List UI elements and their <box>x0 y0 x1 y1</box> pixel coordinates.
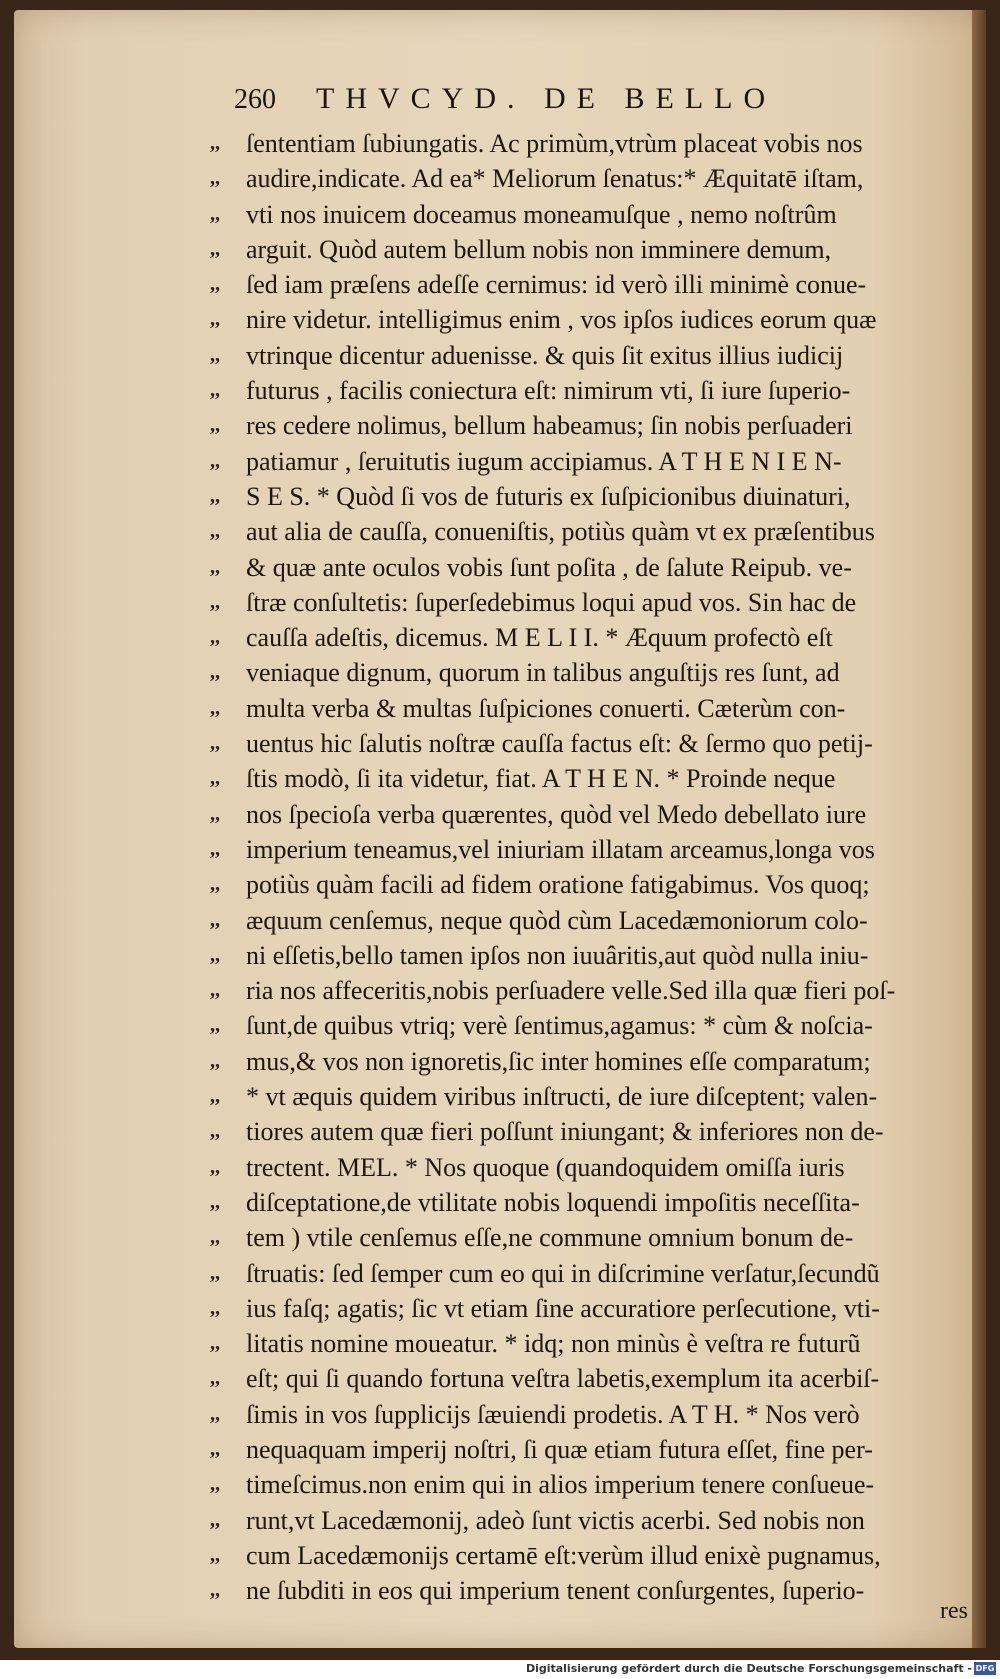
quote-mark: ,, <box>210 837 220 860</box>
quote-mark: ,, <box>210 1296 220 1319</box>
text-line <box>210 973 990 1008</box>
text-line <box>210 1503 990 1538</box>
quote-mark: ,, <box>210 1367 220 1390</box>
text-line <box>210 197 990 232</box>
line-text: patiamur , ſeruitutis iugum accipiamus. A T H E N I E N- <box>246 446 842 476</box>
quote-mark: ,, <box>210 1261 220 1284</box>
line-text: litatis nomine moueatur. * idq; non minùs è veſtra re futurũ <box>246 1329 861 1359</box>
text-line <box>210 408 990 443</box>
quote-mark: ,, <box>210 1332 220 1355</box>
text-line <box>210 302 990 337</box>
line-text: eſt; qui ſi quando fortuna veſtra labetis,exemplum ita acerbiſ- <box>246 1364 880 1394</box>
quote-mark: ,, <box>210 167 220 190</box>
text-line <box>210 1467 990 1502</box>
text-line <box>210 1185 990 1220</box>
quote-mark: ,, <box>210 1473 220 1496</box>
line-text: arguit. Quòd autem bellum nobis non imminere demum, <box>246 234 832 264</box>
line-text: * vt æquis quidem viribus inſtructi, de iure diſceptent; valen- <box>246 1082 878 1112</box>
text-line <box>210 1361 990 1396</box>
text-line <box>210 726 990 761</box>
text-line <box>210 338 990 373</box>
quote-mark: ,, <box>210 343 220 366</box>
text-line <box>210 1432 990 1467</box>
text-line <box>210 1079 990 1114</box>
quote-mark: ,, <box>210 1437 220 1460</box>
line-text: S E S. * Quòd ſi vos de futuris ex ſuſpicionibus diuinaturi, <box>246 481 851 511</box>
line-text: tiores autem quæ fieri poſſunt iniungant; & inferiores non de- <box>246 1117 884 1147</box>
line-text: vti nos inuicem doceamus moneamuſque , nemo noſtrûm <box>246 199 837 229</box>
quote-mark: ,, <box>210 414 220 437</box>
line-text: ria nos affeceritis,nobis perſuadere velle.Sed illa quæ fieri poſ- <box>246 976 896 1006</box>
text-line <box>210 444 990 479</box>
funding-credit: Digitalisierung gefördert durch die Deutsche Forschungsgemeinschaft - <box>525 1662 972 1675</box>
line-text: res cedere nolimus, bellum habeamus; ſin nobis perſuaderi <box>246 411 853 441</box>
line-text: diſceptatione,de vtilitate nobis loquendi impoſitis neceſſita- <box>246 1187 860 1217</box>
quote-mark: ,, <box>210 1226 220 1249</box>
text-body <box>210 126 990 1608</box>
quote-mark: ,, <box>210 273 220 296</box>
line-text: trectent. MEL. * Nos quoque (quandoquidem omiſſa iuris <box>246 1152 845 1182</box>
line-text: nos ſpecioſa verba quærentes, quòd vel Medo debellato iure <box>246 799 867 829</box>
page-header <box>234 82 874 122</box>
text-line <box>210 550 990 585</box>
line-text: multa verba & multas ſuſpiciones conuerti. Cæterùm con- <box>246 693 846 723</box>
quote-mark: ,, <box>210 979 220 1002</box>
text-line <box>210 867 990 902</box>
quote-mark: ,, <box>210 696 220 719</box>
quote-mark: ,, <box>210 1120 220 1143</box>
quote-mark: ,, <box>210 484 220 507</box>
quote-mark: ,, <box>210 132 220 154</box>
line-text: uentus hic ſalutis noſtræ cauſſa factus eſt: & ſermo quo petij- <box>246 729 873 759</box>
line-text: nire videtur. intelligimus enim , vos ipſos iudices eorum quæ <box>246 305 877 335</box>
line-text: æquum cenſemus, neque quòd cùm Lacedæmoniorum colo- <box>246 905 868 935</box>
line-text: mus,& vos non ignoretis,ſic inter homines eſſe comparatum; <box>246 1046 871 1076</box>
quote-mark: ,, <box>210 1508 220 1531</box>
quote-mark: ,, <box>210 908 220 931</box>
quote-mark: ,, <box>210 308 220 331</box>
line-text: ni eſſetis,bello tamen ipſos non iuuâritis,aut quòd nulla iniu- <box>246 940 869 970</box>
text-line <box>210 1326 990 1361</box>
quote-mark: ,, <box>210 379 220 402</box>
text-line <box>210 1008 990 1043</box>
quote-mark: ,, <box>210 555 220 578</box>
line-text: veniaque dignum, quorum in talibus anguſtijs res ſunt, ad <box>246 658 840 688</box>
line-text: runt,vt Lacedæmonij, adeò ſunt victis acerbi. Sed nobis non <box>246 1505 865 1535</box>
text-line <box>210 655 990 690</box>
quote-mark: ,, <box>210 202 220 225</box>
quote-mark: ,, <box>210 1049 220 1072</box>
quote-mark: ,, <box>210 873 220 896</box>
quote-mark: ,, <box>210 1402 220 1425</box>
quote-mark: ,, <box>210 449 220 472</box>
line-text: tem ) vtile cenſemus eſſe,ne commune omnium bonum de- <box>246 1223 854 1253</box>
line-text: timeſcimus.non enim qui in alios imperium tenere conſueue- <box>246 1470 875 1500</box>
text-line <box>210 1538 990 1573</box>
line-text: cauſſa adeſtis, dicemus. M E L I I. * Æquum profectò eſt <box>246 623 833 653</box>
text-line <box>210 1150 990 1185</box>
text-line <box>210 126 990 161</box>
line-text: imperium teneamus,vel iniuriam illatam arceamus,longa vos <box>246 834 875 864</box>
line-text: cum Lacedæmonijs certamē eſt:verùm illud enixè pugnamus, <box>246 1540 881 1570</box>
text-line <box>210 479 990 514</box>
line-text: ne ſubditi in eos qui imperium tenent conſurgentes, ſuperio- <box>246 1576 865 1606</box>
line-text: potiùs quàm facili ad fidem oratione fatigabimus. Vos quoq; <box>246 870 870 900</box>
catchword: res <box>940 1598 968 1624</box>
line-text: ſententiam ſubiungatis. Ac primùm,vtrùm placeat vobis nos <box>246 129 863 158</box>
quote-mark: ,, <box>210 237 220 260</box>
quote-mark: ,, <box>210 1543 220 1566</box>
text-line <box>210 161 990 196</box>
line-text: ſunt,de quibus vtriq; verè ſentimus,agamus: * cùm & noſcia- <box>246 1011 873 1041</box>
quote-mark: ,, <box>210 1014 220 1037</box>
text-line <box>210 797 990 832</box>
text-line <box>210 1044 990 1079</box>
quote-mark: ,, <box>210 1579 220 1602</box>
quote-mark: ,, <box>210 767 220 790</box>
text-line <box>210 585 990 620</box>
line-text: ſed iam præſens adeſſe cernimus: id verò illi minimè conue- <box>246 270 867 300</box>
text-line <box>210 232 990 267</box>
line-text: ſtis modò, ſi ita videtur, fiat. A T H E N. * Proinde neque <box>246 764 836 794</box>
text-line <box>210 761 990 796</box>
line-text: ſtruatis: ſed ſemper cum eo qui in diſcrimine verſatur,ſecundũ <box>246 1258 880 1288</box>
text-line <box>210 620 990 655</box>
text-line <box>210 1256 990 1291</box>
quote-mark: ,, <box>210 1155 220 1178</box>
text-line <box>210 832 990 867</box>
text-line <box>210 1397 990 1432</box>
text-line <box>210 691 990 726</box>
text-line <box>210 1220 990 1255</box>
page-number: 260 <box>234 84 276 115</box>
quote-mark: ,, <box>210 1190 220 1213</box>
quote-mark: ,, <box>210 590 220 613</box>
text-line <box>210 1114 990 1149</box>
line-text: ſtræ conſultetis: ſuperſedebimus loqui apud vos. Sin hac de <box>246 587 857 617</box>
line-text: futurus , facilis coniectura eſt: nimirum vti, ſi iure ſuperio- <box>246 376 851 406</box>
text-line <box>210 1573 990 1608</box>
text-line <box>210 1291 990 1326</box>
line-text: audire,indicate. Ad ea* Meliorum ſenatus:* Æquitatē iſtam, <box>246 164 864 194</box>
dfg-logo-icon: DFG <box>975 1664 995 1673</box>
line-text: ſimis in vos ſupplicijs ſæuiendi prodetis. A T H. * Nos verò <box>246 1399 860 1429</box>
line-text: vtrinque dicentur aduenisse. & quis ſit exitus illius iudicij <box>246 340 844 370</box>
line-text: ius faſq; agatis; ſic vt etiam ſine accuratiore perſecutione, vti- <box>246 1293 880 1323</box>
text-line <box>210 938 990 973</box>
quote-mark: ,, <box>210 626 220 649</box>
quote-mark: ,, <box>210 802 220 825</box>
text-line <box>210 903 990 938</box>
quote-mark: ,, <box>210 1085 220 1108</box>
line-text: aut alia de cauſſa, conueniſtis, potiùs quàm vt ex præſentibus <box>246 517 875 547</box>
line-text: & quæ ante oculos vobis ſunt poſita , de ſalute Reipub. ve- <box>246 552 852 582</box>
text-line <box>210 373 990 408</box>
running-title: THVCYD. DE BELLO <box>316 82 777 115</box>
line-text: nequaquam imperij noſtri, ſi quæ etiam futura eſſet, fine per- <box>246 1434 873 1464</box>
quote-mark: ,, <box>210 520 220 543</box>
quote-mark: ,, <box>210 732 220 755</box>
text-line <box>210 514 990 549</box>
quote-mark: ,, <box>210 661 220 684</box>
text-line <box>210 267 990 302</box>
footer-bar <box>0 1660 1000 1679</box>
quote-mark: ,, <box>210 943 220 966</box>
